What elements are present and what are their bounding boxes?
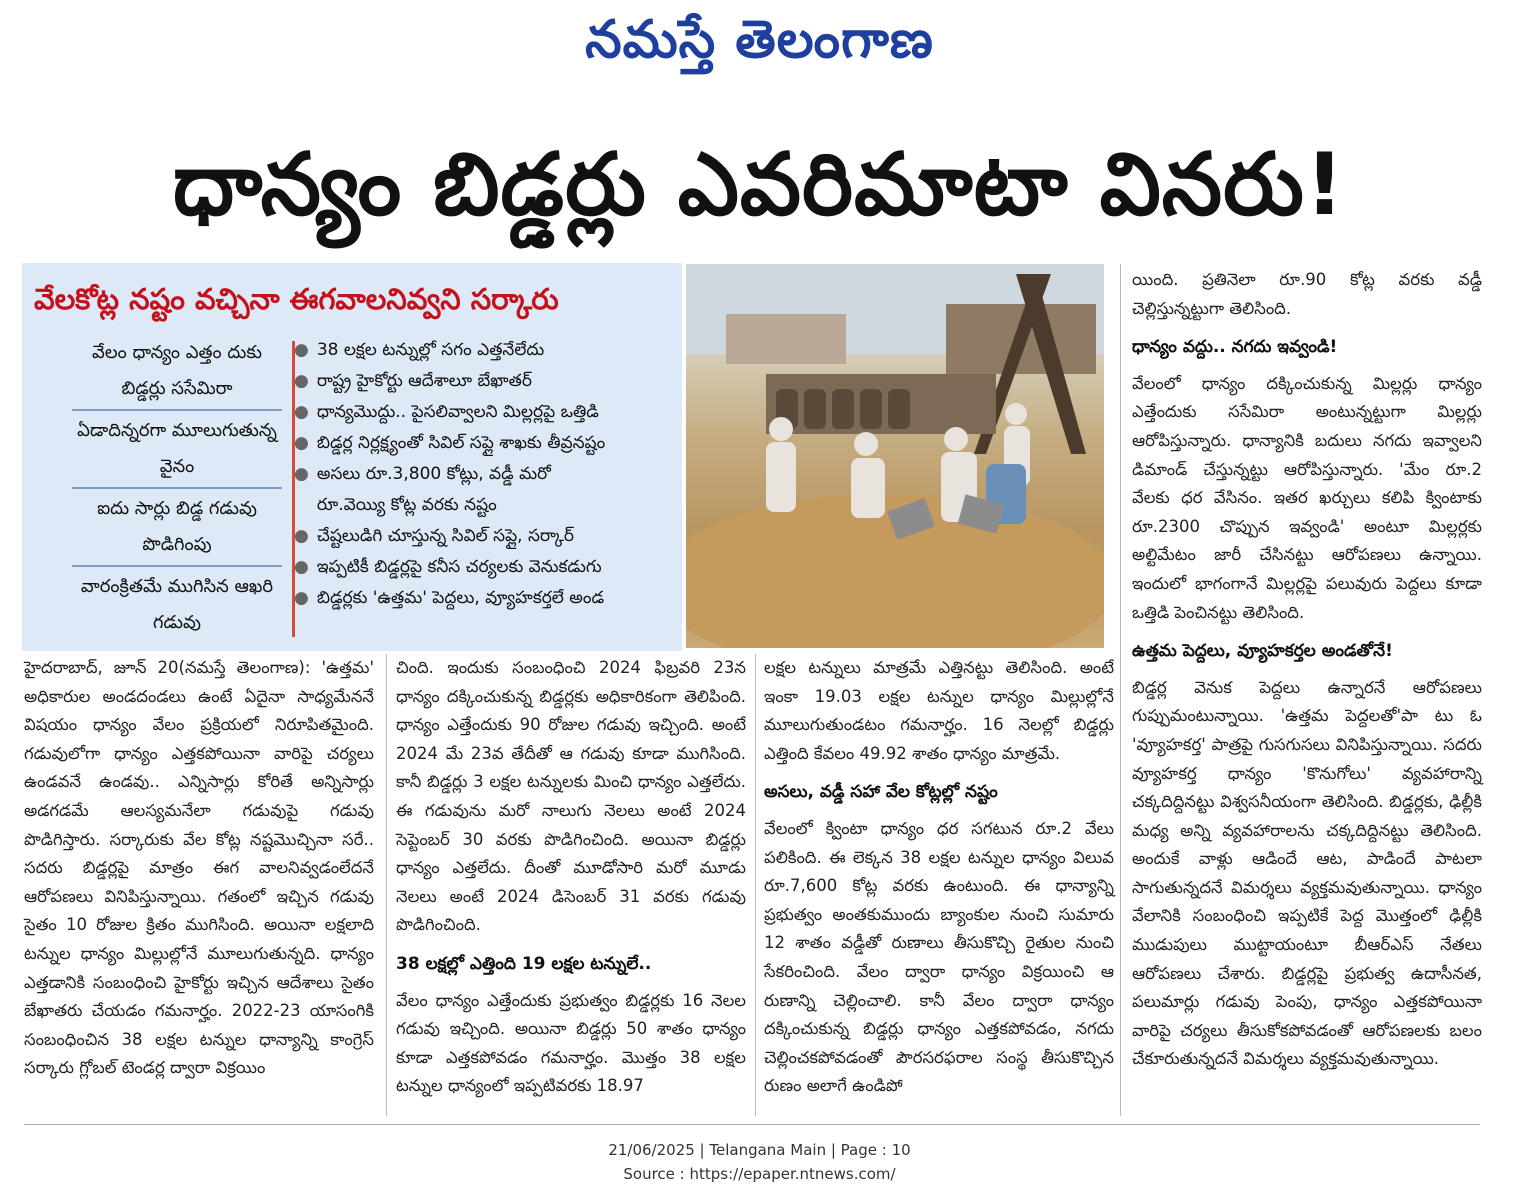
article-paragraph: బిడ్డర్ల వెనుక పెద్దలు ఉన్నారనే ఆరోపణలు గుప్పుమంటున్నాయి. 'ఉత్తమ పెద్దలతో'పా టు ఓ 'వ్యూహకర్త' పాత్రపై గుసగుసలు వినిపిస్తున్నాయి. సదరు వ్యూహకర్త ధాన్యం 'కొనుగోలు' వ్యవహారాన్ని చక్కదిద్దినట్టు విశ్వసనీయంగా తెలిసింది. బిడ్డర్లకు, ఢిల్లీకి మధ్య అన్ని వ్యవహారాలను చక్కదిద్దినట్టు తెలిసింది. అందుకే వాళ్లు ఆడిందే ఆట, పాడిందే పాటలా సాగుతున్నదనే విమర్శలు వ్యక్తమవుతున్నాయి. ధాన్యం వేలానికి సంబంధించి ఇప్పటికే పెద్ద మొత్తంలో ఢిల్లీకి ముడుపులు ముట్టాయంటూ బీఆర్ఎస్ నేతలు ఆరోపణలు చేశారు. బిడ్డర్లపై ప్రభుత్వ ఉదాసీనత, పలుమార్లు గడువు పెంపు, ధాన్యం ఎత్తకపోయినా వారిపై చర్యలు తీసుకోకపోవడంతో ఆరోపణలకు బలం చేకూరుతున్నదనే విమర్శలు వ్యక్తమవుతున్నాయి. xyxy=(1132,677,1482,1069)
bullet-item: ● రాష్ట్ర హైకోర్టు ఆదేశాలూ బేఖాతర్ xyxy=(294,371,532,391)
article-column-3 xyxy=(764,654,1114,1101)
bullet-icon: ● xyxy=(294,557,309,577)
footer-divider xyxy=(24,1124,1480,1125)
footer-date-page: 21/06/2025 | Telangana Main | Page : 10 xyxy=(608,1141,911,1159)
bullet-icon: ● xyxy=(294,526,309,546)
news-photo xyxy=(686,264,1104,648)
article-paragraph: లక్షల టన్నులు మాత్రమే ఎత్తినట్టు తెలిసింది. అంటే ఇంకా 19.03 లక్షల టన్నుల ధాన్యం మిల్లుల్లోనే మూలుగుతుండటం గమనార్హం. 16 నెలల్లో బిడ్డర్లు ఎత్తింది కేవలం 49.92 శాతం ధాన్యం మాత్రమే. xyxy=(764,658,1114,763)
left-point: ఐదు సార్లు బిడ్డ గడువు పొడిగింపు xyxy=(72,489,282,567)
article-column-1 xyxy=(24,654,374,1083)
bullet-icon: ● xyxy=(294,402,309,422)
summary-box xyxy=(22,263,682,651)
section-heading: 38 లక్షల్లో ఎత్తింది 19 లక్షల టన్నులే.. xyxy=(396,953,652,974)
section-heading: ధాన్యం వద్దు.. నగదు ఇవ్వండి! xyxy=(1132,337,1338,358)
left-point: వేలం ధాన్యం ఎత్తం దుకు బిడ్డర్లు ససేమిరా xyxy=(72,333,282,411)
article-paragraph: వేలంలో క్వింటా ధాన్యం ధర సగటున రూ.2 వేలు పలికింది. ఈ లెక్కన 38 లక్షల టన్నుల ధాన్యం విలువ రూ.7,600 కోట్ల వరకు ఉంటుంది. ఈ ధాన్యాన్ని ప్రభుత్వం అంతకుముందు బ్యాంకుల నుంచి సుమారు 12 శాతం వడ్డీతో రుణాలు తీసుకొచ్చి రైతుల నుంచి సేకరించింది. వేలం ద్వారా ధాన్యం విక్రయించి ఆ రుణాన్ని చెల్లించాలి. కానీ వేలం ద్వారా ధాన్యం దక్కించుకున్న బిడ్డర్లు ధాన్యం ఎత్తకపోవడం, నగదు చెల్లించకపోవడంతో పౌరసరఫరాల సంస్థ తీసుకొచ్చిన రుణం అలాగే ఉండిపో xyxy=(764,818,1114,1096)
bullet-item: ● ధాన్యమొద్దు.. పైసలివ్వాలని మిల్లర్లపై ఒత్తిడి xyxy=(294,402,599,422)
masthead-logo: నమస్తే తెలంగాణ xyxy=(585,9,934,70)
bullet-item: ● బిడ్డర్లకు 'ఉత్తమ' పెద్దలు, వ్యూహకర్తలే అండ xyxy=(294,588,605,608)
article-column-4 xyxy=(1132,266,1482,1074)
bullet-list xyxy=(294,335,678,614)
footer-source: Source : https://epaper.ntnews.com/ xyxy=(623,1165,896,1183)
bullet-icon: ● xyxy=(294,433,309,453)
bullet-icon: ● xyxy=(294,340,309,360)
article-paragraph: హైదరాబాద్, జూన్ 20(నమస్తే తెలంగాణ): 'ఉత్తమ' అధికారుల అండదండలు ఉంటే ఏదైనా సాధ్యమేననే విషయం ధాన్యం వేలం ప్రక్రియలో నిరూపితమైంది. గడువులోగా ధాన్యం ఎత్తకపోయినా వారిపై చర్యలు ఉండవనే ఉండవు.. ఎన్నిసార్లు కోరితే అన్నిసార్లు అడగడమే ఆలస్యమనేలా గడువుపై గడువు పొడిగిస్తారు. సర్కారుకు వేల కోట్ల నష్టమొచ్చినా సరే.. సదరు బిడ్డర్లపై మాత్రం ఈగ వాలనివ్వడంలేదనే ఆరోపణలు వినిపిస్తున్నాయి. గతంలో ఇచ్చిన గడువు సైతం 10 రోజుల క్రితం ముగిసింది. అయినా లక్షలాది టన్నుల ధాన్యం మిల్లుల్లోనే మూలుగుతున్నది. ధాన్యం ఎత్తడానికి సంబంధించి హైకోర్టు ఇచ్చిన ఆదేశాలు సైతం బేఖాతరు చేయడం గమనార్హం. 2022-23 యాసంగికి సంబంధించిన 38 లక్షల టన్నుల ధాన్యాన్ని కాంగ్రెస్ సర్కారు గ్లోబల్ టెండర్ల ద్వారా విక్రయిం xyxy=(24,658,374,1078)
article-paragraph: వేలం ధాన్యం ఎత్తేందుకు ప్రభుత్వం బిడ్డర్లకు 16 నెలల గడువు ఇచ్చింది. అయినా బిడ్డర్లు 50 శాతం ధాన్యం కూడా ఎత్తకపోవడం గమనార్హం. మొత్తం 38 లక్షల టన్నుల ధాన్యంలో ఇప్పటివరకు 18.97 xyxy=(396,990,746,1096)
photo-illustration xyxy=(686,264,1104,648)
headline: ధాన్యం బిడ్డర్లు ఎవరిమాటా వినరు! xyxy=(172,135,1346,235)
bullet-item: రూ.వెయ్యి కోట్ల వరకు నష్టం xyxy=(316,495,497,515)
bullet-item: ● చేష్టలుడిగి చూస్తున్న సివిల్ సప్లై, సర్కార్ xyxy=(294,526,575,546)
left-point: వారంక్రితమే ముగిసిన ఆఖరి గడువు xyxy=(80,576,274,633)
bullet-icon: ● xyxy=(294,588,309,608)
column-divider xyxy=(386,654,387,1116)
column-divider xyxy=(755,654,756,1116)
bullet-item: ● బిడ్డర్ల నిర్లక్ష్యంతో సివిల్ సప్లై శాఖకు తీవ్రనష్టం xyxy=(294,433,606,453)
section-heading: ఉత్తమ పెద్దలు, వ్యూహకర్తల అండతోనే! xyxy=(1132,641,1393,662)
article-paragraph: చింది. ఇందుకు సంబంధించి 2024 ఫిబ్రవరి 23న ధాన్యం దక్కించుకున్న బిడ్డర్లకు అధికారికంగా తెలిపింది. ధాన్యం ఎత్తేందుకు 90 రోజుల గడువు ఇచ్చింది. అంటే 2024 మే 23వ తేదీతో ఆ గడువు కూడా ముగిసింది. కానీ బిడ్డర్లు 3 లక్షల టన్నులకు మించి ధాన్యం ఎత్తలేదు. ఈ గడువును మరో నాలుగు నెలలు అంటే 2024 సెప్టెంబర్ 30 వరకు పొడిగించింది. అయినా బిడ్డర్లు ధాన్యం ఎత్తలేదు. దీంతో మూడోసారి మరో మూడు నెలలు అంటే 2024 డిసెంబర్ 31 వరకు గడువు పొడిగించింది. xyxy=(396,658,746,935)
section-heading: అసలు, వడ్డీ సహా వేల కోట్లల్లో నష్టం xyxy=(764,782,998,803)
left-point: ఏడాదిన్నరగా మూలుగుతున్న వైనం xyxy=(72,411,282,489)
article-paragraph: యింది. ప్రతినెలా రూ.90 కోట్ల వరకు వడ్డీ చెల్లిస్తున్నట్టుగా తెలిసింది. xyxy=(1132,270,1482,318)
left-points xyxy=(72,333,282,643)
column-divider xyxy=(1120,264,1121,1116)
bullet-item: ● అసలు రూ.3,800 కోట్లు, వడ్డీ మరో xyxy=(294,464,551,484)
bullet-item: ● 38 లక్షల టన్నుల్లో సగం ఎత్తనేలేదు xyxy=(294,340,545,360)
footer xyxy=(0,1138,1519,1186)
subheadline: వేలకోట్ల నష్టం వచ్చినా ఈగవాలనివ్వని సర్కారు xyxy=(34,282,559,316)
bullet-icon: ● xyxy=(294,464,309,484)
bullet-item: ● ఇప్పటికీ బిడ్డర్లపై కనీస చర్యలకు వెనుకడుగు xyxy=(294,557,602,577)
article-column-2 xyxy=(396,654,746,1101)
bullet-icon: ● xyxy=(294,371,309,391)
article-paragraph: వేలంలో ధాన్యం దక్కించుకున్న మిల్లర్లు ధాన్యం ఎత్తేందుకు ససేమిరా అంటున్నట్టుగా మిల్లర్లు ఆరోపిస్తున్నారు. ధాన్యానికి బదులు నగదు ఇవ్వాలని డిమాండ్ చేస్తున్నట్టు ఆరోపిస్తున్నారు. 'మేం రూ.2 వేలకు ధర వేసినం. ఇతర ఖర్చులు కలిపి క్వింటాకు రూ.2300 చొప్పున ఇవ్వండి' అంటూ మిల్లర్లకు అల్టిమేటం జారీ చేసినట్టు ఆరోపణలు ఉన్నాయి. ఇందులో భాగంగానే మిల్లర్లపై పలువురు పెద్దలు కూడా ఒత్తిడి పెంచినట్టు తెలిసింది. xyxy=(1132,373,1482,622)
